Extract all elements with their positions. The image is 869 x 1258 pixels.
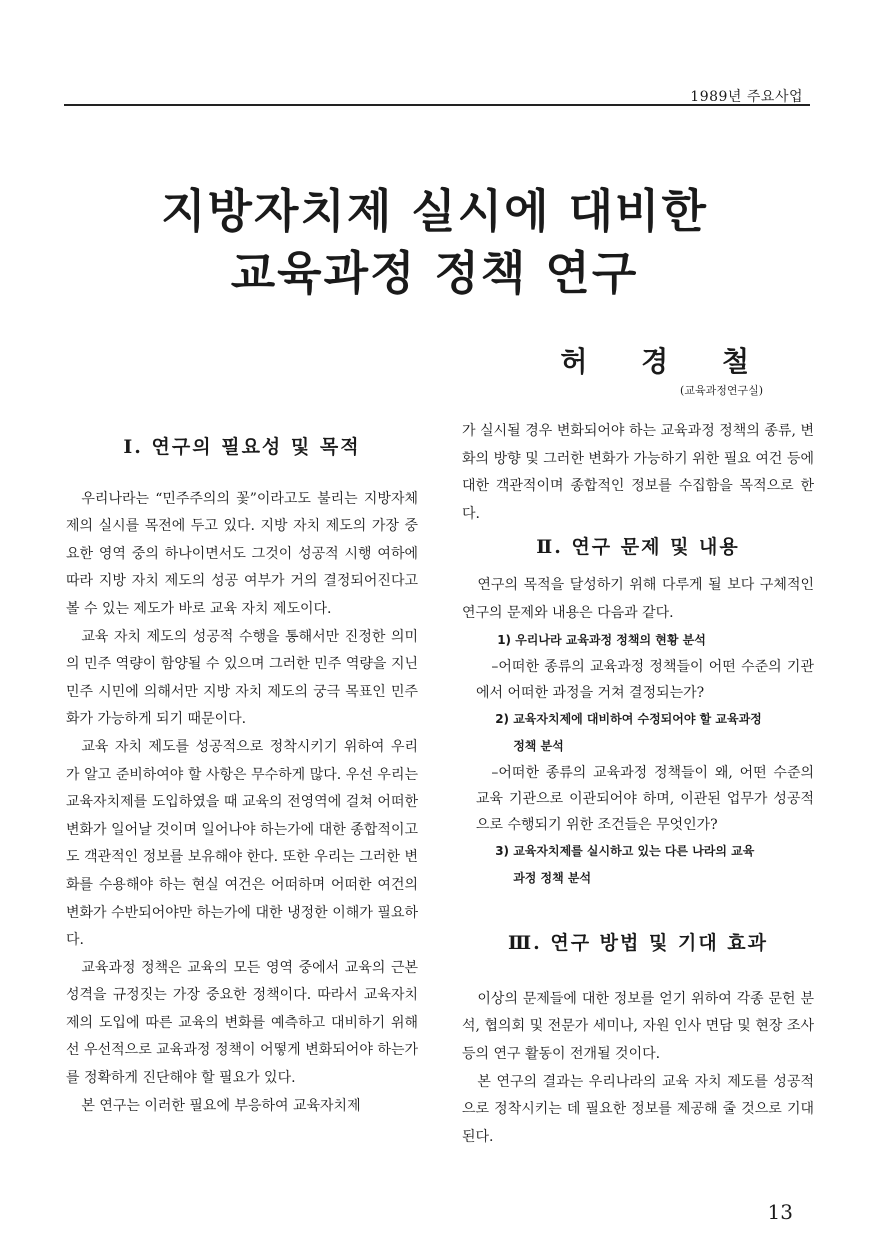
section-1-paragraph: 교육 자치 제도의 성공적 수행을 통해서만 진정한 의미의 민주 역량이 함양될 수 있으며 그러한 민주 역량을 지닌 민주 시민에 의해서만 지방 자치 제도의 궁극 목표인 민주화가 가능하게 되기 때문이다. [66,628,418,728]
research-item-title-cont: 과정 정책 분석 [513,871,592,886]
section-1-paragraph: 우리나라는 “민주주의의 꽃”이라고도 불리는 지방자체제의 실시를 목전에 두고 있다. 지방 자치 제도의 가장 중요한 영역 중의 하나이면서도 그것이 성공적 시행 여하에 따라 지방 자치 제도의 성공 여부가 거의 결정되어진다고 볼 수 있는 제도가 바로 교육 자치 제도이다. [66,490,418,617]
page-number: 13 [767,1200,793,1224]
author-affiliation: (교육과정연구실) [680,384,763,397]
research-item-title [462,706,814,760]
section-1-paragraph: 교육 자치 제도를 성공적으로 정착시키기 위하여 우리가 알고 준비하여야 할 사항은 무수하게 많다. 우선 우리는 교육자치제를 도입하였을 때 교육의 전영역에 걸쳐 어떠한 변화가 일어날 것이며 일어나야 하는가에 대한 종합적이고도 객관적인 정보를 보유해야 한다. 또한 우리는 그러한 변화를 수용해야 하는 현실 여건은 어떠하며 어떠한 여건의 변화가 수반되어야만 하는가에 대한 냉정한 이해가 필요하다. [66,738,418,949]
research-item-title: 1) 우리나라 교육과정 정책의 현황 분석 [497,633,706,648]
research-item-body: –어떠한 종류의 교육과정 정책들이 왜, 어떤 수준의 교육 기관으로 이관되어야 하며, 이관된 업무가 성공적으로 수행되기 위한 조건들은 무엇인가? [476,765,814,834]
right-column [462,418,814,1151]
running-header: 1989년 주요사업 [690,89,803,105]
research-item-title-cont: 정책 분석 [513,739,564,754]
author-name: 허 경 철 [560,345,771,378]
section-1-heading: Ⅰ. 연구의 필요성 및 목적 [123,436,361,458]
section-3-paragraph: 본 연구의 결과는 우리나라의 교육 자치 제도를 성공적으로 정착시키는 데 필요한 정보를 제공해 줄 것으로 기대된다. [462,1073,814,1145]
section-1-paragraph: 교육과정 정책은 교육의 모든 영역 중에서 교육의 근본 성격을 규정짓는 가장 중요한 정책이다. 따라서 교육자치제의 도입에 따른 교육의 변화를 예측하고 대비하기 위해선 우선적으로 교육과정 정책이 어떻게 변화되어야 하는가를 정확하게 진단해야 할 필요가 있다. [66,959,418,1087]
article-title [0,180,869,304]
title-line-1: 지방자치제 실시에 대비한 [161,184,708,238]
header-rule [64,104,810,106]
research-item-body: –어떠한 종류의 교육과정 정책들이 어떤 수준의 기관에서 어떠한 과정을 거쳐 결정되는가? [476,659,814,702]
section-2-intro: 연구의 목적을 달성하기 위해 다루게 될 보다 구체적인 연구의 문제와 내용은 다음과 같다. [462,576,814,621]
research-item-title-line: 3) 교육자치제를 실시하고 있는 다른 나라의 교육 [495,844,755,859]
title-line-2: 교육과정 정책 연구 [230,246,639,300]
section-3-heading: Ⅲ. 연구 방법 및 기대 효과 [507,932,768,955]
research-item-title [462,838,814,892]
section-2-heading: Ⅱ. 연구 문제 및 내용 [536,536,740,559]
section-3-paragraph: 이상의 문제들에 대한 정보를 얻기 위하여 각종 문헌 분석, 협의회 및 전문가 세미나, 자원 인사 면담 및 현장 조사 등의 연구 활동이 전개될 것이다. [462,990,814,1062]
section-1-continuation: 가 실시될 경우 변화되어야 하는 교육과정 정책의 종류, 변화의 방향 및 그러한 변화가 가능하기 위한 필요 여건 등에 대한 객관적이며 종합적인 정보를 수집함을 목적으로 한다. [462,423,814,522]
research-item-title-line: 2) 교육자치제에 대비하여 수정되어야 할 교육과정 [495,712,762,727]
section-1-paragraph: 본 연구는 이러한 필요에 부응하여 교육자치제 [81,1097,361,1114]
left-column [66,434,418,1120]
